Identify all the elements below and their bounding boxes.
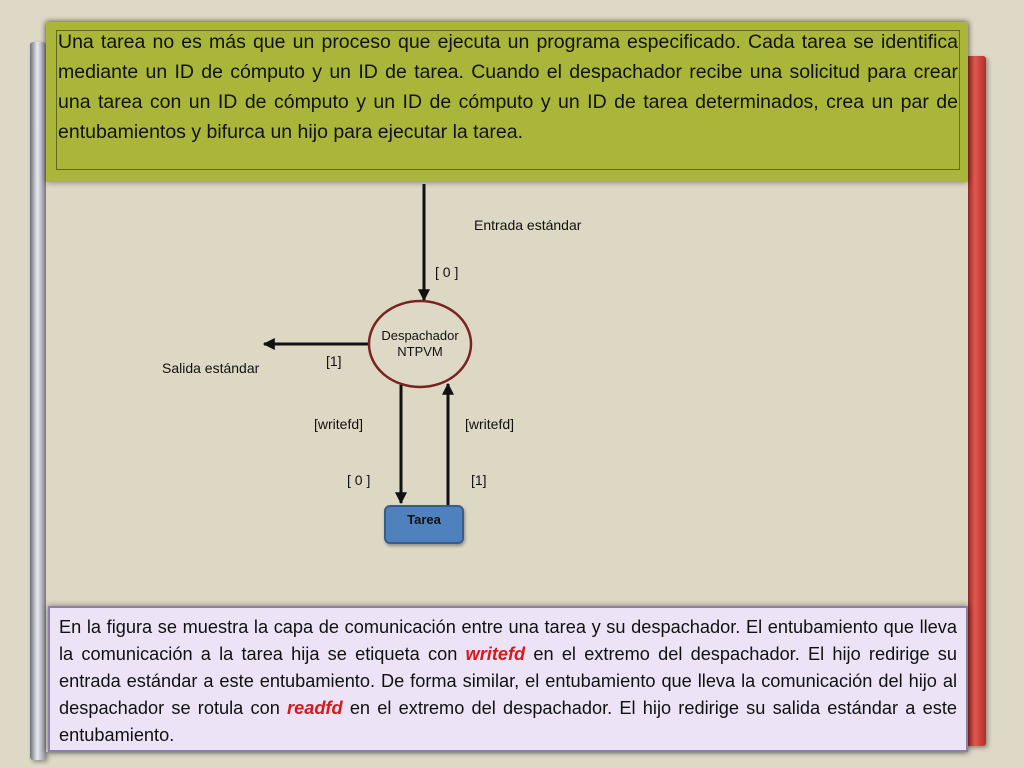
left-pipe-index: [ 0 ]	[347, 472, 371, 488]
keyword-readfd: readfd	[287, 698, 343, 718]
right-pipe-index: [1]	[471, 472, 487, 488]
task-label: Tarea	[407, 512, 441, 527]
top-paragraph: Una tarea no es más que un proceso que ejecuta un programa especificado. Cada tarea se identifica mediante un ID de cómputo y un ID de tarea. Cuando el despachador recibe una solicitud para crear una tarea con un ID de cómputo y un ID de cómputo y un ID de tarea determinados, crea un par de entubamientos y bifurca un hijo para ejecutar la tarea.	[58, 31, 958, 143]
stdout-label: Salida estándar	[162, 360, 260, 376]
bottom-text-part3: en el extremo del despachador. El hijo redirige su salida estándar a este entubamiento.	[59, 698, 957, 745]
bottom-text-part1: En la figura se muestra la capa de comunicación entre una tarea y su despachador. El entubamiento que lleva la comunicación a la tarea hija se etiqueta con	[59, 617, 957, 664]
dispatcher-label	[370, 328, 470, 360]
stdin-index: [ 0 ]	[435, 264, 459, 280]
stdin-label: Entrada estándar	[474, 217, 582, 233]
bottom-text-part2: en el extremo del despachador. El hijo redirige su entrada estándar a este entubamiento. De forma similar, el entubamiento que lleva la comunicación del hijo al despachador se rotula con	[59, 644, 957, 718]
right-pipe-label: [writefd]	[465, 416, 515, 432]
keyword-writefd: writefd	[465, 644, 526, 664]
dispatcher-label-line1: Despachador	[381, 328, 459, 343]
stdout-index: [1]	[326, 353, 342, 369]
left-pipe-label: [writefd]	[314, 416, 364, 432]
dispatcher-label-line2: NTPVM	[397, 344, 443, 359]
bottom-paragraph	[59, 614, 957, 749]
